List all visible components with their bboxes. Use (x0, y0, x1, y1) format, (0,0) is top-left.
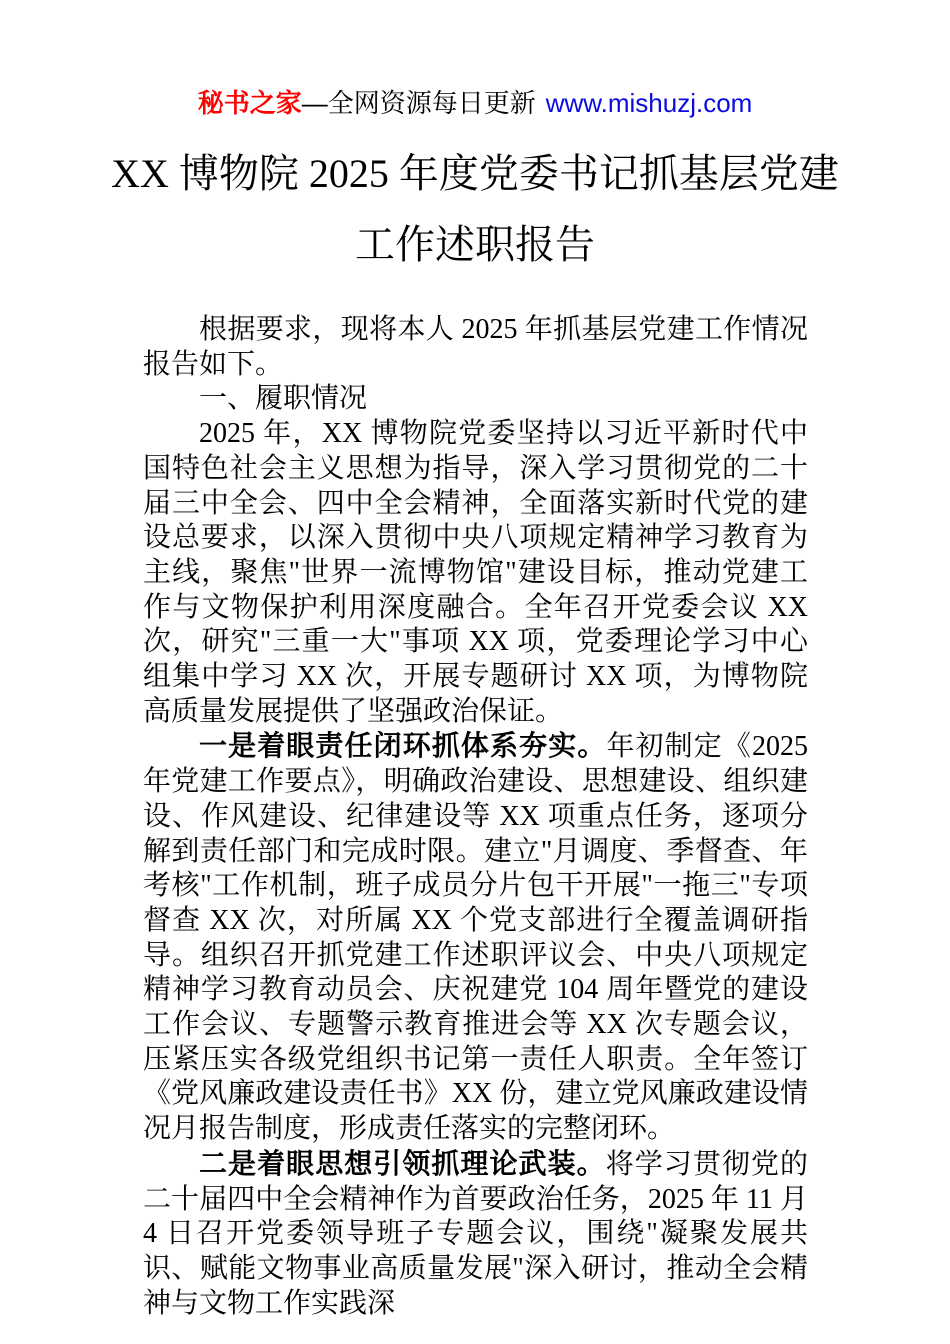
paragraph-bold-lead: 一是着眼责任闭环抓体系夯实。 (199, 730, 607, 762)
section-heading-1 (143, 382, 808, 417)
paragraph-bold-lead: 二是着眼思想引领抓理论武装。 (199, 1147, 606, 1179)
paragraph-point-1 (143, 729, 808, 1146)
document-title-line1: XX 博物院 2025 年度党委书记抓基层党建 (111, 151, 839, 196)
paragraph-intro (143, 313, 808, 382)
paragraph-text: 将学习贯彻党的二十届四中全会精神作为首要政治任务，2025 年 11 月 4 日召开党委领导班子专题会议，围绕"凝聚发展共识、赋能文物事业高质量发展"深入研讨，推动全会精神与文物工作实践深 (143, 1148, 808, 1319)
paragraph-text: 一、履职情况 (199, 383, 368, 415)
site-header (0, 0, 950, 118)
site-tagline: —全网资源每日更新 (301, 88, 536, 118)
document-title (40, 138, 910, 280)
paragraph-text: 年初制定《2025 年党建工作要点》，明确政治建设、思想建设、组织建设、作风建设、纪律建设等 XX 项重点任务，逐项分解到责任部门和完成时限。建立"月调度、季督查、年考核"工作机制，班子成员分片包干开展"一拖三"专项督查 XX 次，对所属 XX 个党支部进行全覆盖调研指导。组织召开抓党建工作述职评议会、中央八项规定精神学习教育动员会、庆祝建党 104 周年暨党的建设工作会议、专题警示教育推进会等 XX 次专题会议，压紧压实各级党组织书记第一责任人职责。全年签订《党风廉政建设责任书》XX 份，建立党风廉政建设情况月报告制度，形成责任落实的完整闭环。 (143, 731, 808, 1145)
paragraph-point-2 (143, 1147, 808, 1322)
site-brand: 秘书之家 (197, 88, 302, 118)
document-body (143, 313, 808, 1321)
paragraph-text: 2025 年，XX 博物院党委坚持以习近平新时代中国特色社会主义思想为指导，深入学习贯彻党的二十届三中全会、四中全会精神，全面落实新时代党的建设总要求，以深入贯彻中央八项规定精神学习教育为主线，聚焦"世界一流博物馆"建设目标，推动党建工作与文物保护利用深度融合。全年召开党委会议 XX 次，研究"三重一大"事项 XX 项，党委理论学习中心组集中学习 XX 次，开展专题研讨 XX 项，为博物院高质量发展提供了坚强政治保证。 (143, 418, 808, 727)
document-title-line2: 工作述职报告 (355, 222, 595, 267)
paragraph-text: 根据要求，现将本人 2025 年抓基层党建工作情况报告如下。 (143, 314, 808, 380)
paragraph-overview (143, 417, 808, 729)
site-url-link[interactable]: www.mishuzj.com (545, 88, 753, 118)
